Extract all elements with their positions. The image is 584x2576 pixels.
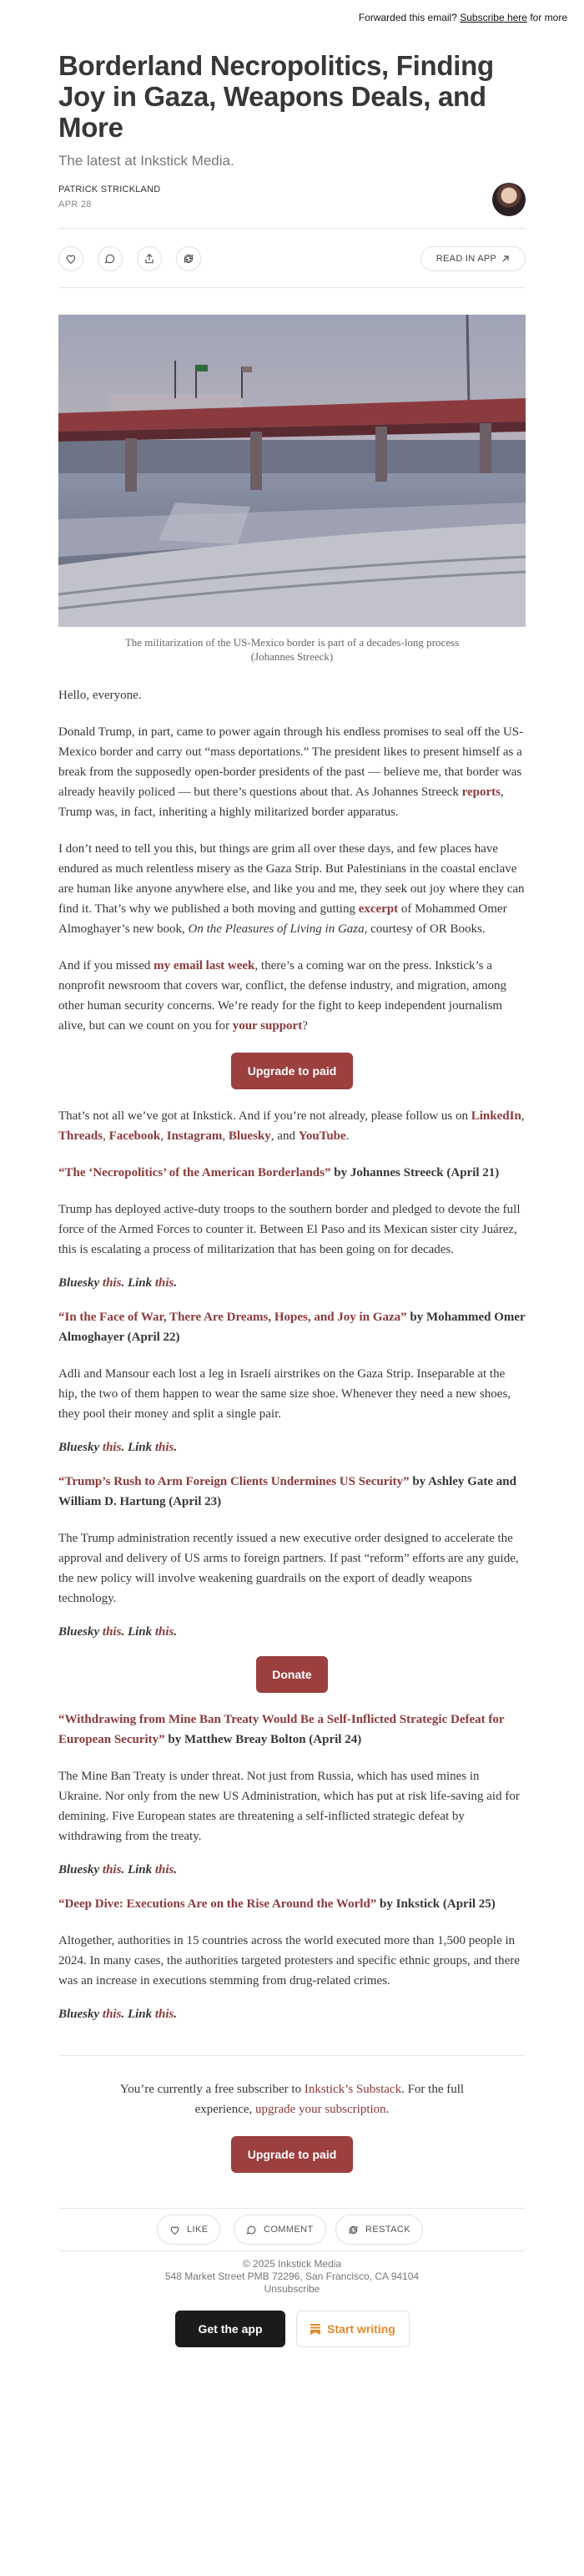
upgrade-to-paid-button[interactable]: Upgrade to paid (231, 1053, 353, 1089)
article-link[interactable]: “Withdrawing from Mine Ban Treaty Would Be a Self-Inflicted Strategic Defeat for European Security” (58, 1713, 505, 1746)
text: Bluesky (58, 1863, 100, 1876)
restack-pill-button[interactable] (335, 2215, 423, 2245)
post-title[interactable]: Borderland Necropolitics, Finding Joy in Gaza, Weapons Deals, and More (58, 50, 494, 143)
article-summary: Trump has deployed active-duty troops to the southern border and pledged to devote the full force of the Armed Forces to counter it. Between El Paso and its Mexican sister city Juárez, this is escalating a process of militarization that has been going on for decades. (58, 1203, 521, 1256)
substack-logo-icon (310, 2324, 320, 2335)
bluesky-this-link[interactable]: this (102, 1863, 122, 1876)
restack-button[interactable] (176, 246, 201, 271)
share-line: Bluesky this. Link this. (58, 1625, 178, 1639)
excerpt-link[interactable]: excerpt (358, 902, 399, 916)
text: . (174, 2008, 178, 2021)
linkedin-link[interactable]: LinkedIn (471, 1109, 521, 1123)
comment-button[interactable] (98, 246, 123, 271)
read-in-app-button[interactable] (420, 246, 526, 271)
book-title: On the Pleasures of Living in Gaza (188, 922, 365, 936)
text: . (174, 1441, 178, 1454)
text: , Trump was, in fact, inheriting a highly militarized border apparatus. (58, 785, 504, 819)
donate-button[interactable]: Donate (256, 1656, 328, 1693)
share-line: Bluesky this. Link this. (58, 1441, 178, 1454)
article-link[interactable]: “Deep Dive: Executions Are on the Rise Around the World” (58, 1897, 377, 1911)
article-link[interactable]: “The ‘Necropolitics’ of the American Borderlands” (58, 1166, 331, 1179)
border-bridge-photo (58, 315, 526, 627)
paragraph-gaza (58, 839, 526, 939)
share-button[interactable] (137, 246, 162, 271)
substack-link[interactable]: Inkstick’s Substack (304, 2083, 402, 2096)
author-name[interactable]: PATRICK STRICKLAND (58, 184, 161, 194)
app-cta-row (58, 2296, 526, 2359)
article-summary: The Trump administration recently issued a new executive order designed to accelerate the approval and delivery of US arms to foreign partners. If past “reform” efforts are any guide, the new policy will involve weakening guardrails on the export of deadly weapons technology. (58, 1532, 519, 1605)
copyright: © 2025 Inkstick Media (242, 2258, 342, 2270)
bluesky-link[interactable]: Bluesky (228, 1129, 271, 1143)
article-link[interactable]: “In the Face of War, There Are Dreams, Hopes, and Joy in Gaza” (58, 1311, 407, 1324)
article-heading (58, 1307, 526, 1347)
share-line: Bluesky this. Link this. (58, 1863, 178, 1876)
text: of Mohammed Omer Almoghayer’s new book, (58, 902, 507, 936)
text: Bluesky (58, 1625, 100, 1639)
paragraph-support (58, 956, 526, 1036)
share-line: Bluesky this. Link this. (58, 2008, 178, 2021)
text: Donald Trump, in part, came to power again through his endless promises to seal off the US-Mexico border and carry out “mass deportations.” The president likes to present himself as a break from the supposedly open-border presidents of the past — believe me, that border was already heavily policed — but there’s questions about that. As Johannes Streeck (58, 725, 524, 799)
get-the-app-button[interactable] (175, 2311, 285, 2347)
text: . (174, 1863, 178, 1876)
text: Link (127, 1276, 153, 1290)
article-link[interactable]: “Trump’s Rush to Arm Foreign Clients Undermines US Security” (58, 1475, 410, 1488)
start-writing-label: Start writing (327, 2322, 395, 2336)
action-bar (58, 229, 526, 287)
text: That’s not all we’ve got at Inkstick. And if you’re not already, please follow us on (58, 1109, 471, 1123)
upgrade-subscription-link[interactable]: upgrade your subscription (255, 2103, 386, 2116)
like-pill-button[interactable] (157, 2215, 220, 2245)
comment-icon (246, 2225, 257, 2235)
like-label: LIKE (187, 2225, 209, 2235)
last-week-email-link[interactable]: my email last week (154, 959, 255, 972)
upgrade-to-paid-button-footer[interactable]: Upgrade to paid (231, 2136, 353, 2173)
link-this-link[interactable]: this (154, 1625, 174, 1639)
reaction-bar (58, 2209, 526, 2250)
threads-link[interactable]: Threads (58, 1129, 103, 1143)
byline (58, 184, 526, 221)
text: You’re currently a free subscriber to (119, 2083, 305, 2096)
text: Link (127, 1625, 153, 1639)
article-byline: by Mohammed Omer Almoghayer (April 22) (58, 1311, 526, 1344)
text: . For the full experience, (194, 2083, 465, 2116)
support-link[interactable]: your support (232, 1019, 303, 1033)
mailing-address: 548 Market Street PMB 72296, San Francisco, CA 94104 (164, 2270, 420, 2282)
post-subtitle: The latest at Inkstick Media. (58, 153, 234, 169)
comment-icon (104, 253, 116, 265)
facebook-link[interactable]: Facebook (108, 1129, 161, 1143)
article-summary: The Mine Ban Treaty is under threat. Not just from Russia, which has used mines in Ukraine. Nor only from the new US Administration, which has put at risk life-saving aid for demining. Five European states are threatening a self-inflicted strategic defeat by withdrawing from the treaty. (58, 1770, 520, 1843)
hero-image[interactable] (58, 315, 526, 627)
link-this-link[interactable]: this (154, 1863, 174, 1876)
article-summary: Altogether, authorities in 15 countries across the world executed more than 1,500 people in 2024. In many cases, the authorities targeted protesters and specific ethnic groups, and there was an increase in executions stemming from drug-related crimes. (58, 1934, 520, 1988)
text: . (385, 2103, 390, 2116)
forward-prefix: Forwarded this email? (358, 12, 457, 23)
subscriber-note (108, 2079, 476, 2119)
text: Link (127, 1441, 153, 1454)
paragraph-intro (58, 722, 526, 822)
heart-icon (65, 253, 77, 265)
text: Link (127, 1863, 153, 1876)
bluesky-this-link[interactable]: this (102, 1276, 122, 1290)
text: I don’t need to tell you this, but things are grim all over these days, and few places have endured as much relentless misery as the Gaza Strip. But Palestinians in the coastal enclave are human like anyone anywhere else, and like you and me, they seek out joy where they can find it. That’s why we published a both moving and gutting (58, 842, 525, 916)
text: Bluesky (58, 1276, 100, 1290)
youtube-link[interactable]: YouTube (298, 1129, 346, 1143)
bluesky-this-link[interactable]: this (102, 2008, 122, 2021)
start-writing-button[interactable] (296, 2311, 410, 2347)
text: , there’s a coming war on the press. Inkstick’s a nonprofit newsroom that covers war, conflict, the defense industry, and migration, among other human security concerns. We’re ready for the fight to keep independent journalism alive, but can we count on you for (58, 959, 507, 1033)
hero-caption: The militarization of the US-Mexico border is part of a decades-long process (Johannes Streeck) (124, 636, 460, 663)
text: . (174, 1276, 178, 1290)
text: Bluesky (58, 2008, 100, 2021)
link-this-link[interactable]: this (154, 1441, 174, 1454)
author-avatar[interactable] (492, 183, 526, 216)
text: . (345, 1129, 350, 1143)
restack-label: RESTACK (365, 2225, 410, 2235)
post-date: APR 28 (58, 200, 92, 210)
article-heading (58, 1472, 526, 1512)
text: And if you missed (58, 959, 154, 972)
article-byline: by Ashley Gate and William D. Hartung (April 23) (58, 1475, 516, 1508)
article-byline: by Johannes Streeck (April 21) (330, 1166, 500, 1179)
article-byline: by Matthew Breay Bolton (April 24) (164, 1733, 362, 1746)
text: . (174, 1625, 178, 1639)
unsubscribe-link[interactable]: Unsubscribe (264, 2283, 320, 2295)
article-summary: Adli and Mansour each lost a leg in Israeli airstrikes on the Gaza Strip. Inseparable at the hip, the two of them happen to wear the same size shoe. Whenever they need a new shoes, they pool their money and split a single pair. (58, 1367, 511, 1421)
heart-icon (169, 2225, 180, 2235)
divider (58, 2250, 526, 2251)
link-this-link[interactable]: this (154, 1276, 174, 1290)
share-line: Bluesky this. Link this. (58, 1276, 178, 1290)
forward-suffix: for more (530, 12, 567, 23)
greeting: Hello, everyone. (58, 689, 142, 702)
like-button[interactable] (58, 246, 83, 271)
text: Bluesky (58, 1441, 100, 1454)
text: and (277, 1129, 295, 1143)
text: ? (302, 1019, 308, 1033)
bluesky-this-link[interactable]: this (102, 1441, 122, 1454)
restack-icon (348, 2225, 359, 2235)
comment-label: COMMENT (264, 2225, 314, 2235)
post-container (58, 50, 526, 2359)
get-app-label: Get the app (198, 2322, 263, 2336)
paragraph-follow: That’s not all we’ve got at Inkstick. And if you’re not already, please follow us on LinkedIn, Threads, Facebook, Instagram, Bluesky, and YouTube. (58, 1109, 525, 1143)
reports-link[interactable]: reports (461, 785, 501, 799)
article-heading (58, 1710, 526, 1750)
link-this-link[interactable]: this (154, 2008, 174, 2021)
forward-notice (0, 0, 584, 25)
divider (58, 287, 526, 288)
instagram-link[interactable]: Instagram (166, 1129, 223, 1143)
divider (58, 2055, 526, 2056)
bluesky-this-link[interactable]: this (102, 1625, 122, 1639)
share-icon (143, 253, 155, 265)
read-in-app-label: READ IN APP (435, 254, 497, 264)
external-arrow-icon (501, 255, 510, 263)
text: , courtesy of OR Books. (364, 922, 486, 936)
restack-icon (183, 253, 194, 265)
text: Link (127, 2008, 153, 2021)
comment-pill-button[interactable] (234, 2215, 326, 2245)
article-heading (58, 1894, 526, 1914)
article-heading (58, 1163, 526, 1183)
subscribe-link[interactable]: Subscribe here (460, 12, 527, 23)
article-byline: by Inkstick (April 25) (376, 1897, 496, 1911)
